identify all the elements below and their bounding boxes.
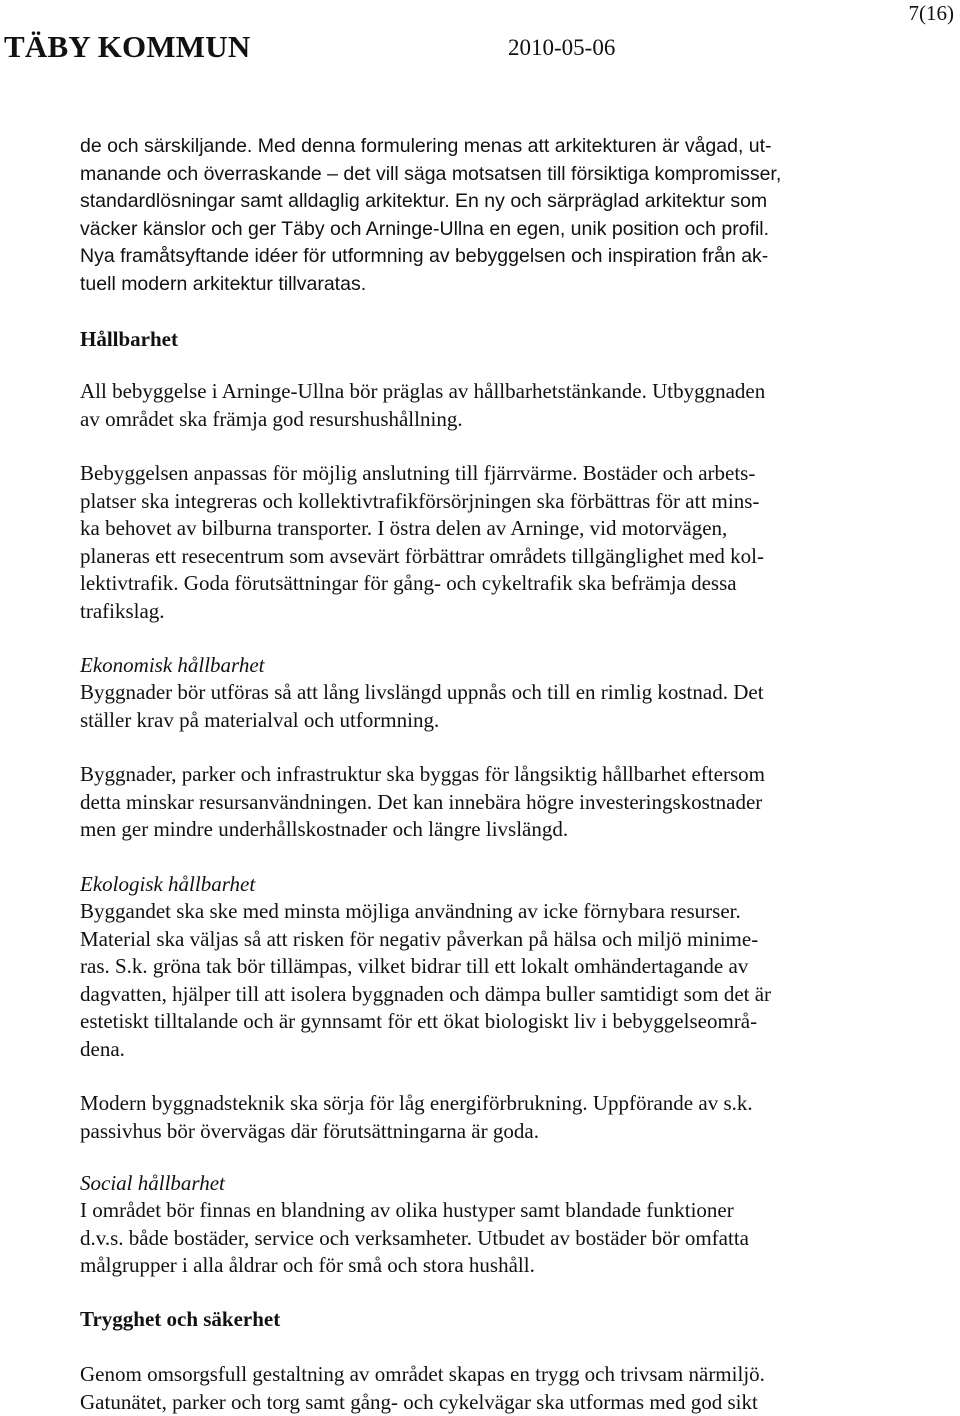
text-line: ras. S.k. gröna tak bör tillämpas, vilket bidrar till ett lokalt omhändertagande av xyxy=(80,953,870,981)
hallbarhet-paragraph-2 xyxy=(80,460,870,625)
text-line: Nya framåtsyftande idéer för utformning av bebyggelsen och inspiration från ak- xyxy=(80,243,870,271)
text-line: lektivtrafik. Goda förutsättningar för gång- och cykeltrafik ska befrämja dessa xyxy=(80,570,870,598)
document-date: 2010-05-06 xyxy=(508,35,615,61)
text-line: väcker känslor och ger Täby och Arninge-Ullna en egen, unik position och profil. xyxy=(80,216,870,244)
section-heading-trygghet: Trygghet och säkerhet xyxy=(80,1306,870,1333)
social-section xyxy=(80,1170,870,1280)
intro-paragraph xyxy=(80,133,870,298)
ekologisk-section xyxy=(80,871,870,1063)
text-line: av området ska främja god resurshushållning. xyxy=(80,406,870,434)
text-line: d.v.s. både bostäder, service och verksamheter. Utbudet av bostäder bör omfatta xyxy=(80,1225,870,1253)
text-line: Byggnader bör utföras så att lång livslängd uppnås och till en rimlig kostnad. Det xyxy=(80,679,870,707)
subsection-heading-ekonomisk: Ekonomisk hållbarhet xyxy=(80,652,870,679)
page-number: 7(16) xyxy=(909,0,955,26)
text-line: tuell modern arkitektur tillvaratas. xyxy=(80,271,870,299)
text-line: planeras ett resecentrum som avsevärt förbättrar områdets tillgänglighet med kol- xyxy=(80,543,870,571)
text-line: Byggnader, parker och infrastruktur ska byggas för långsiktig hållbarhet eftersom xyxy=(80,761,870,789)
trygghet-paragraph-1 xyxy=(80,1361,870,1416)
subsection-heading-social: Social hållbarhet xyxy=(80,1170,870,1197)
text-line: Gatunätet, parker och torg samt gång- och cykelvägar ska utformas med god sikt xyxy=(80,1389,870,1416)
text-line: passivhus bör övervägas där förutsättningarna är goda. xyxy=(80,1118,870,1146)
text-line: detta minskar resursanvändningen. Det kan innebära högre investeringskostnader xyxy=(80,789,870,817)
text-line: trafikslag. xyxy=(80,598,870,626)
organization-name: TÄBY KOMMUN xyxy=(4,30,250,64)
text-line: men ger mindre underhållskostnader och längre livslängd. xyxy=(80,816,870,844)
text-line: Modern byggnadsteknik ska sörja för låg energiförbrukning. Uppförande av s.k. xyxy=(80,1090,870,1118)
text-line: ställer krav på materialval och utformning. xyxy=(80,707,870,735)
text-line: manande och överraskande – det vill säga motsatsen till försiktiga kompromisser, xyxy=(80,161,870,189)
section-heading-hallbarhet: Hållbarhet xyxy=(80,326,870,353)
text-line: dena. xyxy=(80,1036,870,1064)
text-line: ka behovet av bilburna transporter. I östra delen av Arninge, vid motorvägen, xyxy=(80,515,870,543)
text-line: I området bör finnas en blandning av olika hustyper samt blandade funktioner xyxy=(80,1197,870,1225)
subsection-heading-ekologisk: Ekologisk hållbarhet xyxy=(80,871,870,898)
text-line: dagvatten, hjälper till att isolera byggnaden och dämpa buller samtidigt som det är xyxy=(80,981,870,1009)
text-line: estetiskt tilltalande och är gynnsamt för ett ökat biologiskt liv i bebyggelseområ- xyxy=(80,1008,870,1036)
text-line: All bebyggelse i Arninge-Ullna bör präglas av hållbarhetstänkande. Utbyggnaden xyxy=(80,378,870,406)
text-line: standardlösningar samt alldaglig arkitektur. En ny och särpräglad arkitektur som xyxy=(80,188,870,216)
text-line: de och särskiljande. Med denna formulering menas att arkitekturen är vågad, ut- xyxy=(80,133,870,161)
text-line: Byggandet ska ske med minsta möjliga användning av icke förnybara resurser. xyxy=(80,898,870,926)
text-line: Genom omsorgsfull gestaltning av området skapas en trygg och trivsam närmiljö. xyxy=(80,1361,870,1389)
text-line: målgrupper i alla åldrar och för små och stora hushåll. xyxy=(80,1252,870,1280)
text-line: Material ska väljas så att risken för negativ påverkan på hälsa och miljö minime- xyxy=(80,926,870,954)
hallbarhet-paragraph-1 xyxy=(80,378,870,433)
text-line: platser ska integreras och kollektivtrafikförsörjningen ska förbättras för att mins- xyxy=(80,488,870,516)
ekonomisk-section xyxy=(80,652,870,734)
text-line: Bebyggelsen anpassas för möjlig anslutning till fjärrvärme. Bostäder och arbets- xyxy=(80,460,870,488)
ekologisk-paragraph-2 xyxy=(80,1090,870,1145)
ekonomisk-paragraph-2 xyxy=(80,761,870,844)
